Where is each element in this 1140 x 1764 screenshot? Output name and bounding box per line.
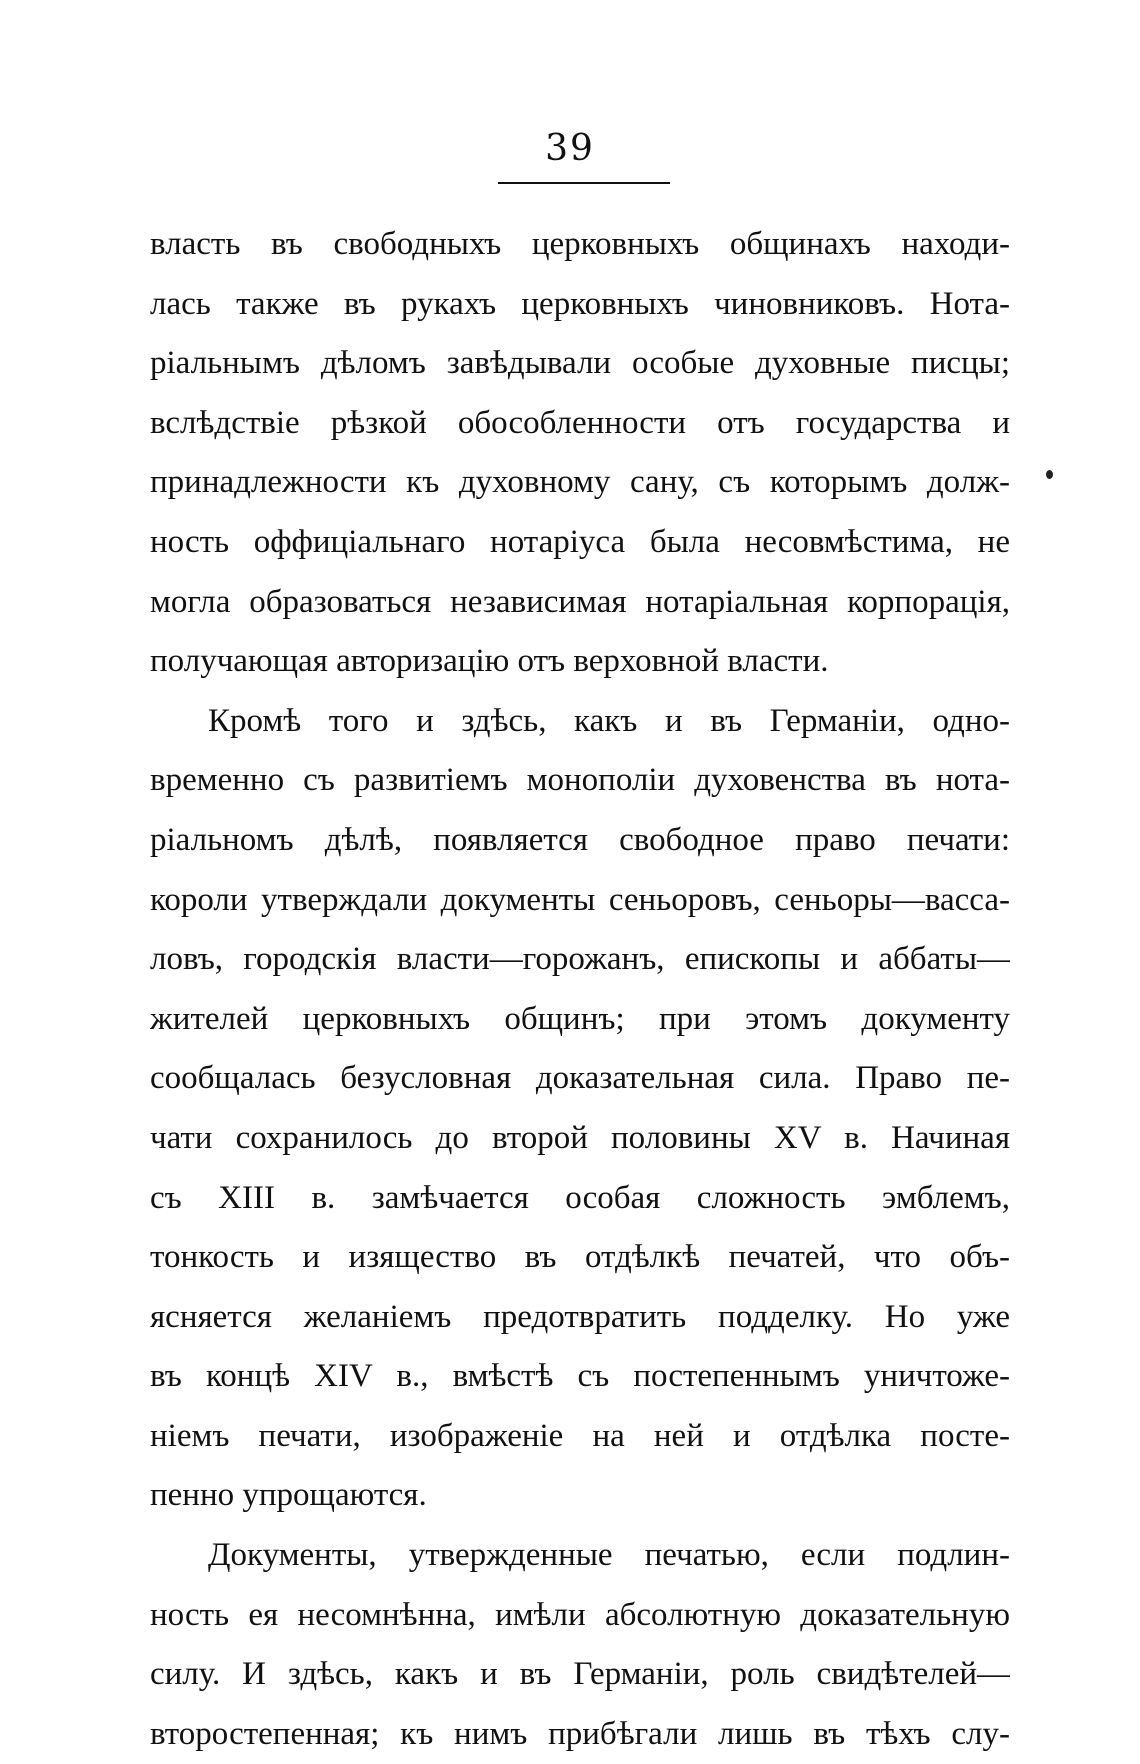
page-number: 39 (545, 128, 595, 169)
text-line: Кромѣ того и здѣсь, какъ и въ Германіи, одно- (208, 702, 1010, 739)
text-line: съ XIII в. замѣчается особая сложность эмблемъ, (150, 1179, 1010, 1216)
text-line: въ концѣ XIV в., вмѣстѣ съ постепеннымъ уничтоже- (150, 1358, 1010, 1395)
text-line: тонкость и изящество въ отдѣлкѣ печатей, что объ- (150, 1239, 1010, 1276)
text-line: принадлежности къ духовному сану, съ которымъ долж- (150, 464, 1010, 501)
text-line: могла образоваться независимая нотаріальная корпорація, (150, 583, 1010, 620)
text-line: ріальнымъ дѣломъ завѣдывали особые духовные писцы; (150, 345, 1010, 382)
ink-speck (1046, 470, 1053, 479)
text-line: пенно упрощаются. (150, 1477, 427, 1514)
text-line: второстепенная; къ нимъ прибѣгали лишь въ тѣхъ слу- (150, 1715, 1010, 1752)
text-line: ность оффиціальнаго нотаріуса была несовмѣстима, не (150, 523, 1010, 560)
header-rule (498, 182, 670, 184)
text-line: ловъ, городскія власти—горожанъ, епископы и аббаты— (150, 941, 1010, 978)
text-line: силу. И здѣсь, какъ и въ Германіи, роль свидѣтелей— (150, 1656, 1010, 1693)
text-line: ясняется желаніемъ предотвратить подделку. Но уже (150, 1298, 1010, 1335)
text-line: лась также въ рукахъ церковныхъ чиновниковъ. Нота- (150, 285, 1010, 322)
text-line: власть въ свободныхъ церковныхъ общинахъ находи- (150, 226, 1010, 262)
text-line: ніемъ печати, изображеніе на ней и отдѣлка посте- (150, 1417, 1010, 1454)
text-line: короли утверждали документы сеньоровъ, сеньоры—васса- (150, 881, 1010, 918)
text-line: Документы, утвержденные печатью, если подлин- (208, 1537, 1010, 1574)
text-line: чати сохранилось до второй половины XV в. Начиная (150, 1119, 1010, 1156)
text-line: временно съ развитіемъ монополіи духовенства въ нота- (150, 762, 1010, 799)
text-line: вслѣдствіе рѣзкой обособленности отъ государства и (150, 404, 1010, 441)
text-line: ріальномъ дѣлѣ, появляется свободное право печати: (150, 821, 1010, 858)
text-line: сообщалась безусловная доказательная сила. Право пе- (150, 1060, 1010, 1097)
text-line: ность ея несомнѣнна, имѣли абсолютную доказательную (150, 1596, 1010, 1633)
text-line: получающая авторизацію отъ верховной власти. (150, 643, 829, 680)
body-text (150, 215, 1010, 1764)
text-line: жителей церковныхъ общинъ; при этомъ документу (150, 1000, 1010, 1037)
